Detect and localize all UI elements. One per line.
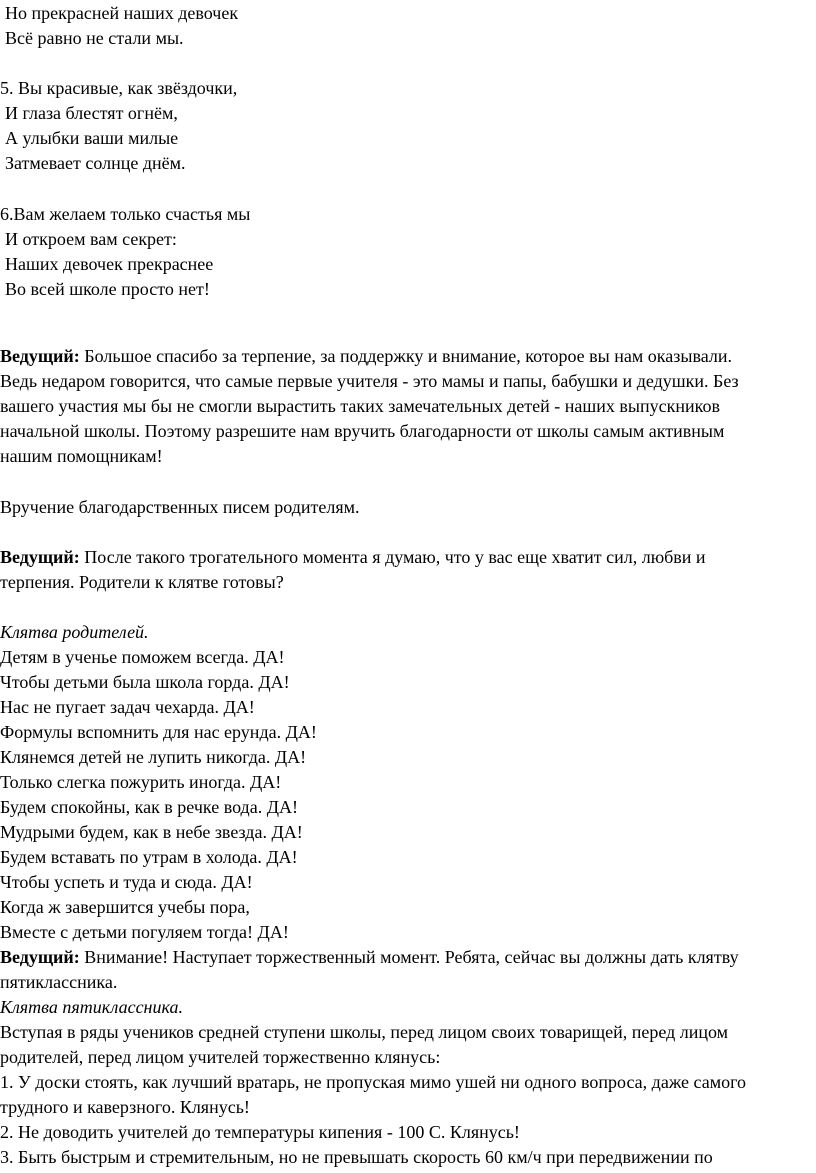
oath-line: Нас не пугает задач чехарда. ДА! — [0, 697, 255, 717]
speech-paragraph-line: терпения. Родители к клятве готовы? — [0, 572, 284, 592]
section-title: Клятва пятиклассника. — [0, 997, 183, 1017]
oath-line: Чтобы детьми была школа горда. ДА! — [0, 672, 290, 692]
speech-paragraph-line: пятиклассника. — [0, 972, 118, 992]
speech-text: После такого трогательного момента я думаю, что у вас еще хватит сил, любви и — [79, 547, 706, 567]
speaker-label: Ведущий: — [0, 947, 80, 967]
poem-line: 6.Вам желаем только счастья мы — [0, 204, 251, 224]
oath-line: Мудрыми будем, как в небе звезда. ДА! — [0, 822, 303, 842]
poem-line: Всё равно не стали мы. — [5, 28, 184, 48]
oath-line: Вместе с детьми погуляем тогда! ДА! — [0, 922, 289, 942]
speech-text: Внимание! Наступает торжественный момент. Ребята, сейчас вы должны дать клятву — [79, 947, 739, 967]
poem-line: Во всей школе просто нет! — [5, 279, 210, 299]
speech-paragraph-line — [0, 944, 739, 970]
stage-direction: Вручение благодарственных писем родителям. — [0, 497, 360, 517]
poem-line: И глаза блестят огнём, — [5, 103, 178, 123]
poem-line: Наших девочек прекраснее — [5, 254, 214, 274]
poem-line: И откроем вам секрет: — [5, 229, 177, 249]
oath-paragraph-line: родителей, перед лицом учителей торжественно клянусь: — [0, 1047, 441, 1067]
speech-paragraph-line: вашего участия мы бы не смогли вырастить таких замечательных детей - наших выпускников — [0, 396, 720, 416]
poem-line: 5. Вы красивые, как звёздочки, — [0, 78, 238, 98]
oath-line: Только слегка пожурить иногда. ДА! — [0, 772, 282, 792]
oath-line: Чтобы успеть и туда и сюда. ДА! — [0, 872, 253, 892]
oath-line: Детям в ученье поможем всегда. ДА! — [0, 647, 285, 667]
oath-line: Формулы вспомнить для нас ерунда. ДА! — [0, 722, 317, 742]
oath-paragraph-line: Вступая в ряды учеников средней ступени школы, перед лицом своих товарищей, перед лицом — [0, 1022, 729, 1042]
speaker-label: Ведущий: — [0, 547, 80, 567]
speech-text: Большое спасибо за терпение, за поддержку и внимание, которое вы нам оказывали. — [79, 346, 732, 366]
oath-line: Когда ж завершится учебы пора, — [0, 897, 250, 917]
oath-paragraph-line: 2. Не доводить учителей до температуры кипения - 100 С. Клянусь! — [0, 1122, 520, 1142]
speaker-label: Ведущий: — [0, 346, 80, 366]
speech-paragraph-line: Ведь недаром говорится, что самые первые учителя - это мамы и папы, бабушки и дедушки. Без — [0, 371, 739, 391]
speech-paragraph-line — [0, 343, 732, 369]
section-title: Клятва родителей. — [0, 622, 149, 642]
poem-line: Затмевает солнце днём. — [5, 153, 186, 173]
oath-paragraph-line: трудного и каверзного. Клянусь! — [0, 1097, 250, 1117]
speech-paragraph-line: нашим помощникам! — [0, 446, 163, 466]
oath-paragraph-line: 3. Быть быстрым и стремительным, но не превышать скорость 60 км/ч при передвижении по — [0, 1147, 713, 1167]
poem-line: А улыбки ваши милые — [5, 128, 179, 148]
oath-paragraph-line: 1. У доски стоять, как лучший вратарь, не пропуская мимо ушей ни одного вопроса, даже самого — [0, 1072, 747, 1092]
oath-line: Будем вставать по утрам в холода. ДА! — [0, 847, 298, 867]
poem-line: Но прекрасней наших девочек — [5, 3, 239, 23]
speech-paragraph-line: начальной школы. Поэтому разрешите нам вручить благодарности от школы самым активным — [0, 421, 725, 441]
oath-line: Будем спокойны, как в речке вода. ДА! — [0, 797, 298, 817]
oath-line: Клянемся детей не лупить никогда. ДА! — [0, 747, 307, 767]
speech-paragraph-line — [0, 544, 706, 570]
